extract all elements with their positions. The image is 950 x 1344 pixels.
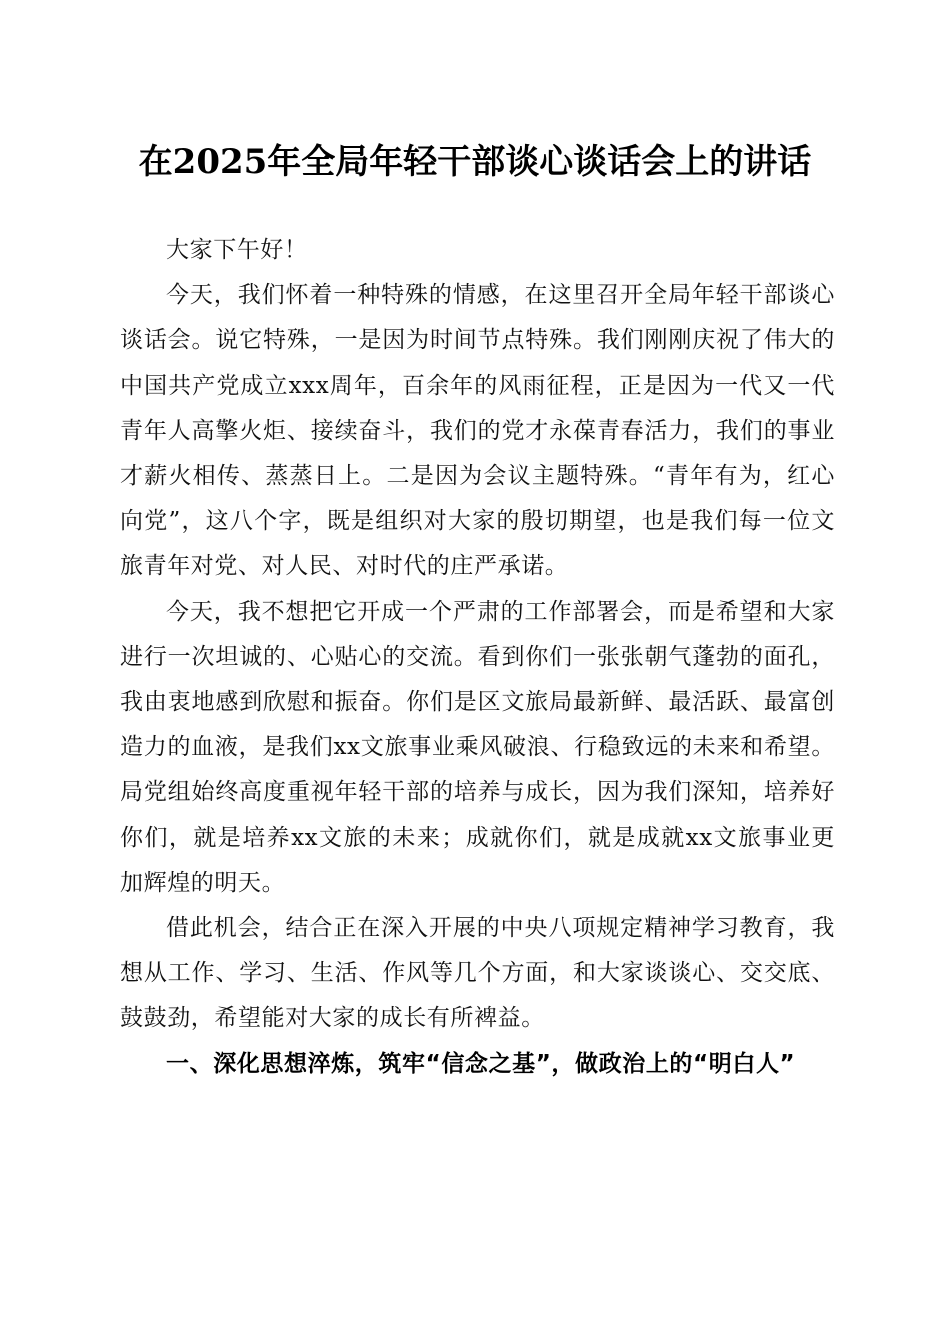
paragraph-outline: 借此机会，结合正在深入开展的中央八项规定精神学习教育，我想从工作、学习、生活、作风等几个方面，和大家谈谈心、交交底、鼓鼓劲，希望能对大家的成长有所裨益。 — [120, 915, 835, 1032]
paragraph-purpose: 今天，我不想把它开成一个严肃的工作部署会，而是希望和大家进行一次坦诚的、心贴心的交流。看到你们一张张朝气蓬勃的面孔，我由衷地感到欣慰和振奋。你们是区文旅局最新鲜、最活跃、最富创造力的血液，是我们xx文旅事业乘风破浪、行稳致远的未来和希望。局党组始终高度重视年轻干部的培养与成长，因为我们深知，培养好你们，就是培养xx文旅的未来；成就你们，就是成就xx文旅事业更加辉煌的明天。 — [120, 598, 835, 896]
paragraph-greeting: 大家下午好！ — [166, 237, 308, 263]
document-body — [120, 228, 835, 1087]
section-heading-1: 一、深化思想淬炼，筑牢“信念之基”，做政治上的“明白人” — [166, 1050, 796, 1077]
document-title: 在2025年全局年轻干部谈心谈话会上的讲话 — [138, 142, 812, 182]
paragraph-occasion: 今天，我们怀着一种特殊的情感，在这里召开全局年轻干部谈心谈话会。说它特殊，一是因为时间节点特殊。我们刚刚庆祝了伟大的中国共产党成立xxx周年，百余年的风雨征程，正是因为一代又一代青年人高擎火炬、接续奋斗，我们的党才永葆青春活力，我们的事业才薪火相传、蒸蒸日上。二是因为会议主题特殊。“青年有为，红心向党”，这八个字，既是组织对大家的殷切期望，也是我们每一位文旅青年对党、对人民、对时代的庄严承诺。 — [120, 282, 835, 580]
